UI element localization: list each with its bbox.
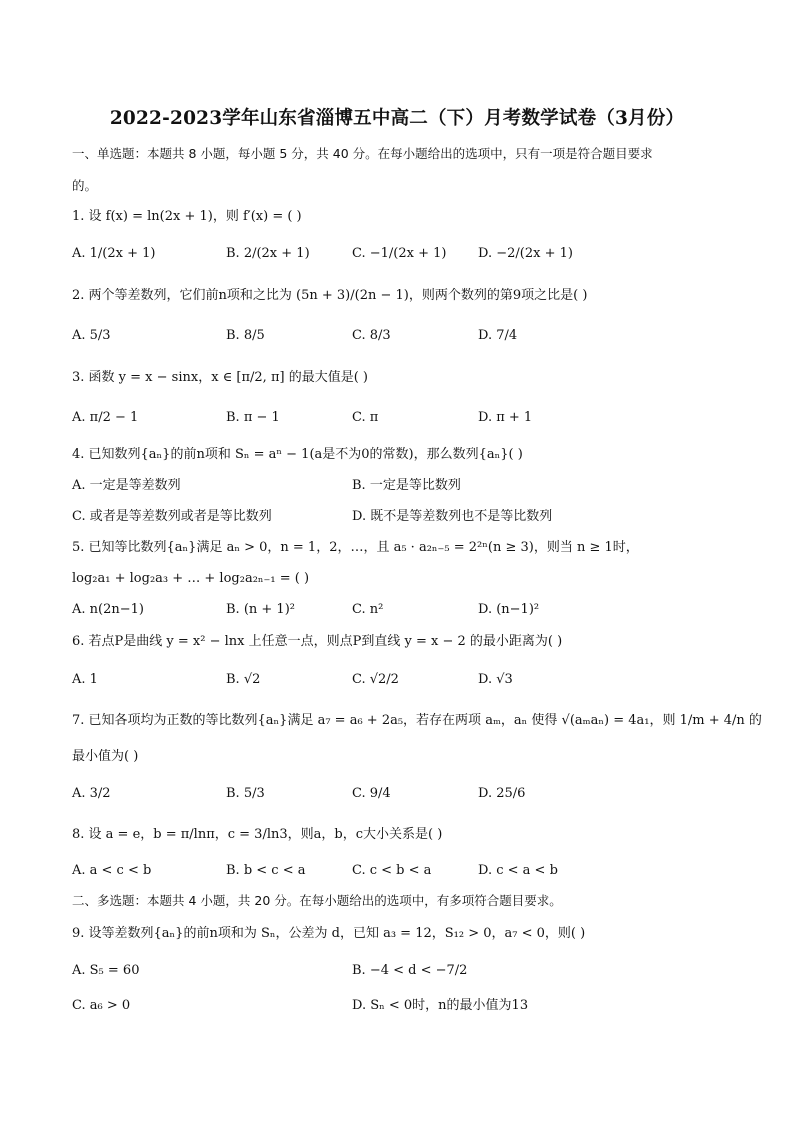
question-7-option-c: C. 9/4 (352, 786, 391, 801)
question-4-option-c: C. 或者是等差数列或者是等比数列 (72, 509, 272, 524)
question-3-option-c: C. π (352, 410, 379, 425)
question-3-option-d: D. π + 1 (478, 410, 533, 425)
question-6-option-a: A. 1 (72, 672, 98, 687)
question-7-stem-cont: 最小值为( ) (72, 749, 139, 764)
question-5-option-b: B. (n + 1)² (226, 602, 295, 617)
question-2-option-c: C. 8/3 (352, 328, 391, 343)
question-1-option-a: A. 1/(2x + 1) (72, 246, 156, 261)
exam-title: 2022-2023学年山东省淄博五中高二（下）月考数学试卷（3月份） (109, 108, 685, 129)
question-3-option-b: B. π − 1 (226, 410, 280, 425)
question-2-option-b: B. 8/5 (226, 328, 265, 343)
question-6-option-c: C. √2/2 (352, 672, 399, 687)
section-2-heading: 二、多选题：本题共 4 小题，共 20 分。在每小题给出的选项中，有多项符合题目要求。 (72, 893, 562, 908)
question-3-stem: 3. 函数 y = x − sinx，x ∈ [π/2, π] 的最大值是( ) (72, 370, 368, 385)
section-1-heading-cont: 的。 (72, 178, 98, 193)
question-8-option-c: C. c < b < a (352, 863, 432, 878)
question-7-stem: 7. 已知各项均为正数的等比数列{aₙ}满足 a₇ = a₆ + 2a₅，若存在两项 aₘ，aₙ 使得 √(aₘaₙ) = 4a₁，则 1/m + 4/n 的 (72, 713, 762, 728)
question-8-option-b: B. b < c < a (226, 863, 306, 878)
question-9-option-d: D. Sₙ < 0时，n的最小值为13 (352, 998, 529, 1013)
question-5-option-c: C. n² (352, 602, 384, 617)
section-1-heading: 一、单选题：本题共 8 小题，每小题 5 分，共 40 分。在每小题给出的选项中，只有一项是符合题目要求 (72, 146, 653, 161)
question-7-option-a: A. 3/2 (72, 786, 111, 801)
question-1-stem: 1. 设 f(x) = ln(2x + 1)，则 f′(x) = ( ) (72, 209, 302, 224)
question-6-stem: 6. 若点P是曲线 y = x² − lnx 上任意一点，则点P到直线 y = x − 2 的最小距离为( ) (72, 634, 563, 649)
question-6-option-b: B. √2 (226, 672, 261, 687)
question-8-option-a: A. a < c < b (72, 863, 152, 878)
question-9-option-b: B. −4 < d < −7/2 (352, 963, 468, 978)
question-9-stem: 9. 设等差数列{aₙ}的前n项和为 Sₙ，公差为 d，已知 a₃ = 12，S₁₂ > 0，a₇ < 0，则( ) (72, 926, 586, 941)
question-6-option-d: D. √3 (478, 672, 513, 687)
question-9-option-a: A. S₅ = 60 (72, 963, 140, 978)
question-5-option-d: D. (n−1)² (478, 602, 540, 617)
question-5-stem: 5. 已知等比数列{aₙ}满足 aₙ > 0，n = 1，2，…，且 a₅ · a₂ₙ₋₅ = 2²ⁿ(n ≥ 3)，则当 n ≥ 1时， (72, 540, 639, 555)
question-4-option-a: A. 一定是等差数列 (72, 478, 181, 493)
question-1-option-b: B. 2/(2x + 1) (226, 246, 310, 261)
question-5-option-a: A. n(2n−1) (72, 602, 144, 617)
question-8-stem: 8. 设 a = e，b = π/lnπ，c = 3/ln3，则a，b，c大小关系是( ) (72, 827, 443, 842)
question-4-stem: 4. 已知数列{aₙ}的前n项和 Sₙ = aⁿ − 1(a是不为0的常数)，那么数列{aₙ}( ) (72, 447, 523, 462)
question-3-option-a: A. π/2 − 1 (72, 410, 139, 425)
question-2-stem: 2. 两个等差数列，它们前n项和之比为 (5n + 3)/(2n − 1)，则两个数列的第9项之比是( ) (72, 288, 588, 303)
question-2-option-d: D. 7/4 (478, 328, 518, 343)
question-7-option-b: B. 5/3 (226, 786, 265, 801)
question-2-option-a: A. 5/3 (72, 328, 111, 343)
question-4-option-b: B. 一定是等比数列 (352, 478, 461, 493)
question-7-option-d: D. 25/6 (478, 786, 526, 801)
question-1-option-d: D. −2/(2x + 1) (478, 246, 573, 261)
question-8-option-d: D. c < a < b (478, 863, 558, 878)
question-1-option-c: C. −1/(2x + 1) (352, 246, 447, 261)
question-4-option-d: D. 既不是等差数列也不是等比数列 (352, 509, 553, 524)
question-5-stem-cont: log₂a₁ + log₂a₃ + … + log₂a₂ₙ₋₁ = ( ) (72, 571, 310, 586)
question-9-option-c: C. a₆ > 0 (72, 998, 131, 1013)
